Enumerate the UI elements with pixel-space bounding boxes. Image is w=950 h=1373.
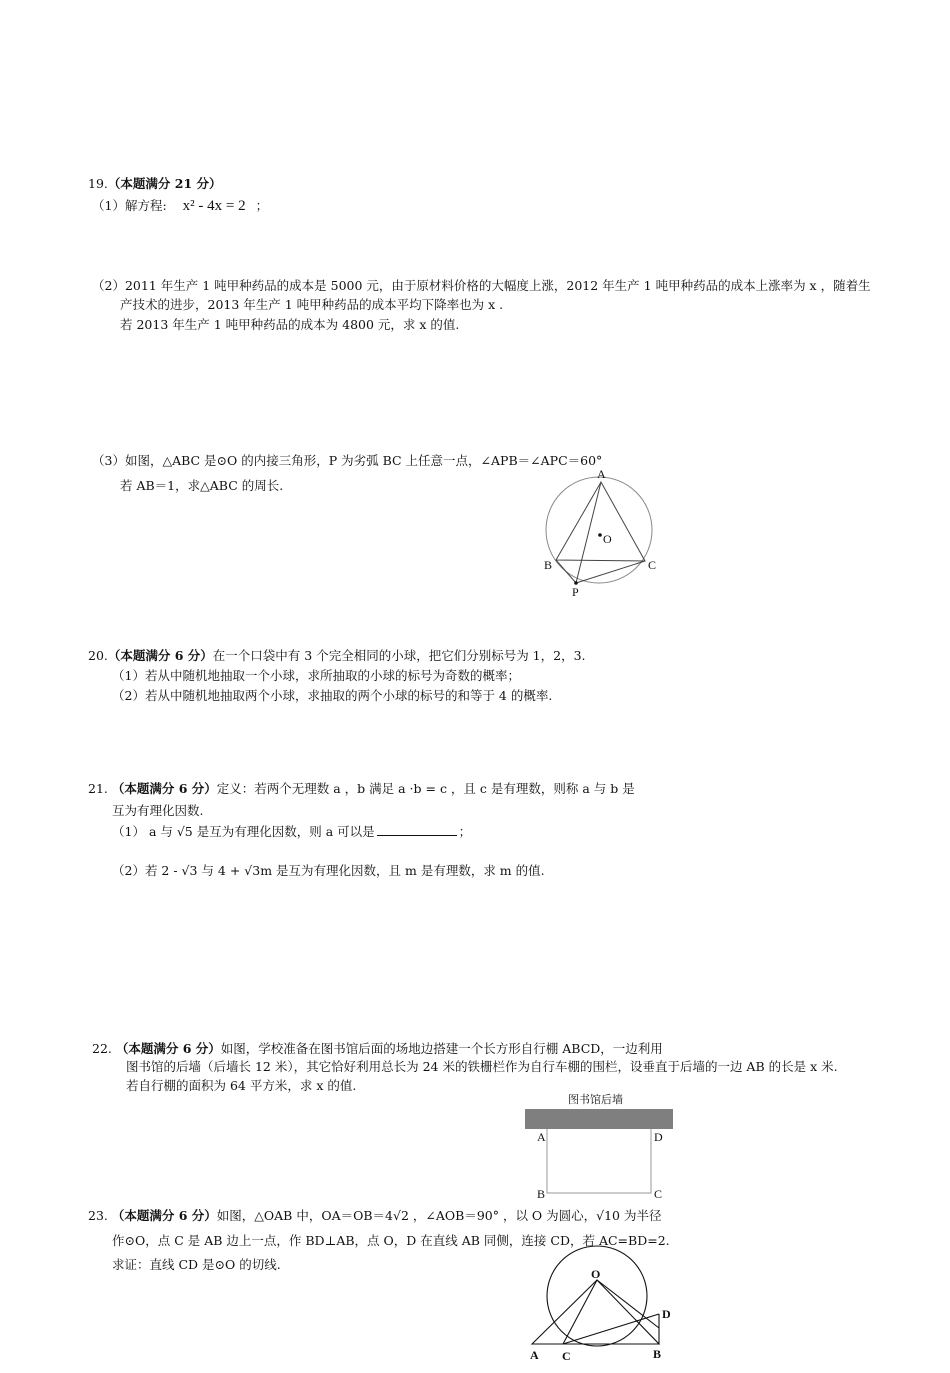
q19-heading (88, 175, 222, 193)
q21-definition-line2: 互为有理化因数. (112, 803, 204, 818)
circle-o (547, 1246, 647, 1346)
label-a: A (597, 467, 606, 481)
label-a: A (537, 1130, 546, 1144)
label-p: P (572, 585, 579, 599)
wall-label: 图书馆后墙 (568, 1093, 623, 1106)
q23-score: （本题满分 6 分） (111, 1208, 217, 1223)
label-o: O (603, 532, 612, 546)
q21-answer-blank (377, 823, 457, 836)
q22-shed-figure (520, 1090, 680, 1202)
q21-part1-label: （1） (112, 824, 145, 839)
label-a: A (530, 1348, 539, 1362)
q21-part1-text: a 与 √5 是互为有理化因数，则 a 可以是 (148, 824, 375, 839)
segment-cp (576, 561, 645, 583)
q21-score: （本题满分 6 分） (111, 781, 217, 796)
q19-equation: x² - 4x = 2 (182, 198, 246, 214)
library-back-wall (525, 1109, 673, 1129)
label-b: B (537, 1187, 546, 1201)
q22-line2: 图书馆的后墙（后墙长 12 米），其它恰好利用总长为 24 米的铁栅栏作为自行车棚的围栏，设垂直于后墙的一边 AB 的长是 x 米. (126, 1059, 838, 1074)
q23-number: 23. (88, 1208, 108, 1223)
q19-part2-line3: 若 2013 年生产 1 吨甲种药品的成本为 4800 元，求 x 的值. (120, 317, 460, 332)
center-o-dot (598, 533, 602, 537)
q22-heading (92, 1040, 663, 1058)
shed-fence (547, 1129, 651, 1193)
q21-part1 (112, 823, 471, 841)
q23-line2: 作⊙O，点 C 是 AB 边上一点，作 BD⊥AB，点 O，D 在直线 AB 同侧，连接 CD，若 AC=BD=2. (112, 1233, 670, 1248)
triangle-abc (556, 482, 645, 561)
q20-score: （本题满分 6 分） (107, 648, 213, 663)
label-o: O (591, 1267, 601, 1281)
q22-score: （本题满分 6 分） (115, 1041, 221, 1056)
segment-bp (556, 560, 576, 583)
q21-heading (88, 780, 635, 798)
segment-od (597, 1280, 659, 1328)
q20-part1: （1）若从中随机地抽取一个小球，求所抽取的小球的标号为奇数的概率； (112, 668, 520, 683)
q22-number: 22. (92, 1041, 112, 1056)
label-d: D (654, 1130, 663, 1144)
q23-heading (88, 1207, 661, 1225)
q23-line3: 求证：直线 CD 是⊙O 的切线. (112, 1257, 281, 1272)
q21-part1-end: ； (458, 824, 472, 839)
label-b: B (653, 1347, 662, 1361)
q20-part2: （2）若从中随机地抽取两个小球，求抽取的两个小球的标号的和等于 4 的概率. (112, 688, 553, 703)
q19-part1-tail: ； (255, 198, 269, 213)
q19-part1-label: （1）解方程: (92, 198, 167, 213)
q21-part2: （2）若 2 - √3 与 4 + √3m 是互为有理化因数，且 m 是有理数，求 m 的值. (112, 863, 545, 878)
label-c: C (654, 1187, 663, 1201)
q20-heading (88, 647, 586, 665)
q19-circle-figure (530, 465, 670, 600)
q20-number: 20. (88, 648, 108, 663)
label-c: C (562, 1349, 571, 1363)
q22-line3: 若自行棚的面积为 64 平方米，求 x 的值. (126, 1078, 357, 1093)
q19-part3-line1: （3）如图，△ABC 是⊙O 的内接三角形，P 为劣弧 BC 上任意一点，∠APB＝∠APC＝60° (92, 453, 603, 468)
q23-line1: 如图，△OAB 中，OA＝OB＝4√2 ，∠AOB＝90° ，以 O 为圆心，√10 为半径 (216, 1208, 662, 1223)
q21-definition-line1: 定义：若两个无理数 a ，b 满足 a ·b = c ，且 c 是有理数，则称 a 与 b 是 (216, 781, 635, 796)
q19-score: （本题满分 21 分） (107, 176, 222, 191)
q20-intro: 在一个口袋中有 3 个完全相同的小球，把它们分别标号为 1，2，3. (212, 648, 586, 663)
q19-part2-line2: 产技术的进步，2013 年生产 1 吨甲种药品的成本平均下降率也为 x . (120, 297, 504, 312)
q23-tangent-figure (525, 1240, 685, 1365)
label-b: B (544, 558, 553, 572)
segment-ap (576, 482, 601, 583)
q19-number: 19. (88, 176, 108, 191)
q19-part1 (92, 197, 268, 215)
label-d: D (662, 1307, 671, 1321)
label-c: C (648, 558, 657, 572)
q21-number: 21. (88, 781, 108, 796)
q19-part3-line2: 若 AB＝1，求△ABC 的周长. (120, 478, 284, 493)
q22-line1: 如图，学校准备在图书馆后面的场地边搭建一个长方形自行棚 ABCD，一边利用 (220, 1041, 663, 1056)
q19-part2-line1: （2）2011 年生产 1 吨甲种药品的成本是 5000 元，由于原材料价格的大幅度上涨，2012 年生产 1 吨甲种药品的成本上涨率为 x ，随着生 (92, 278, 871, 293)
